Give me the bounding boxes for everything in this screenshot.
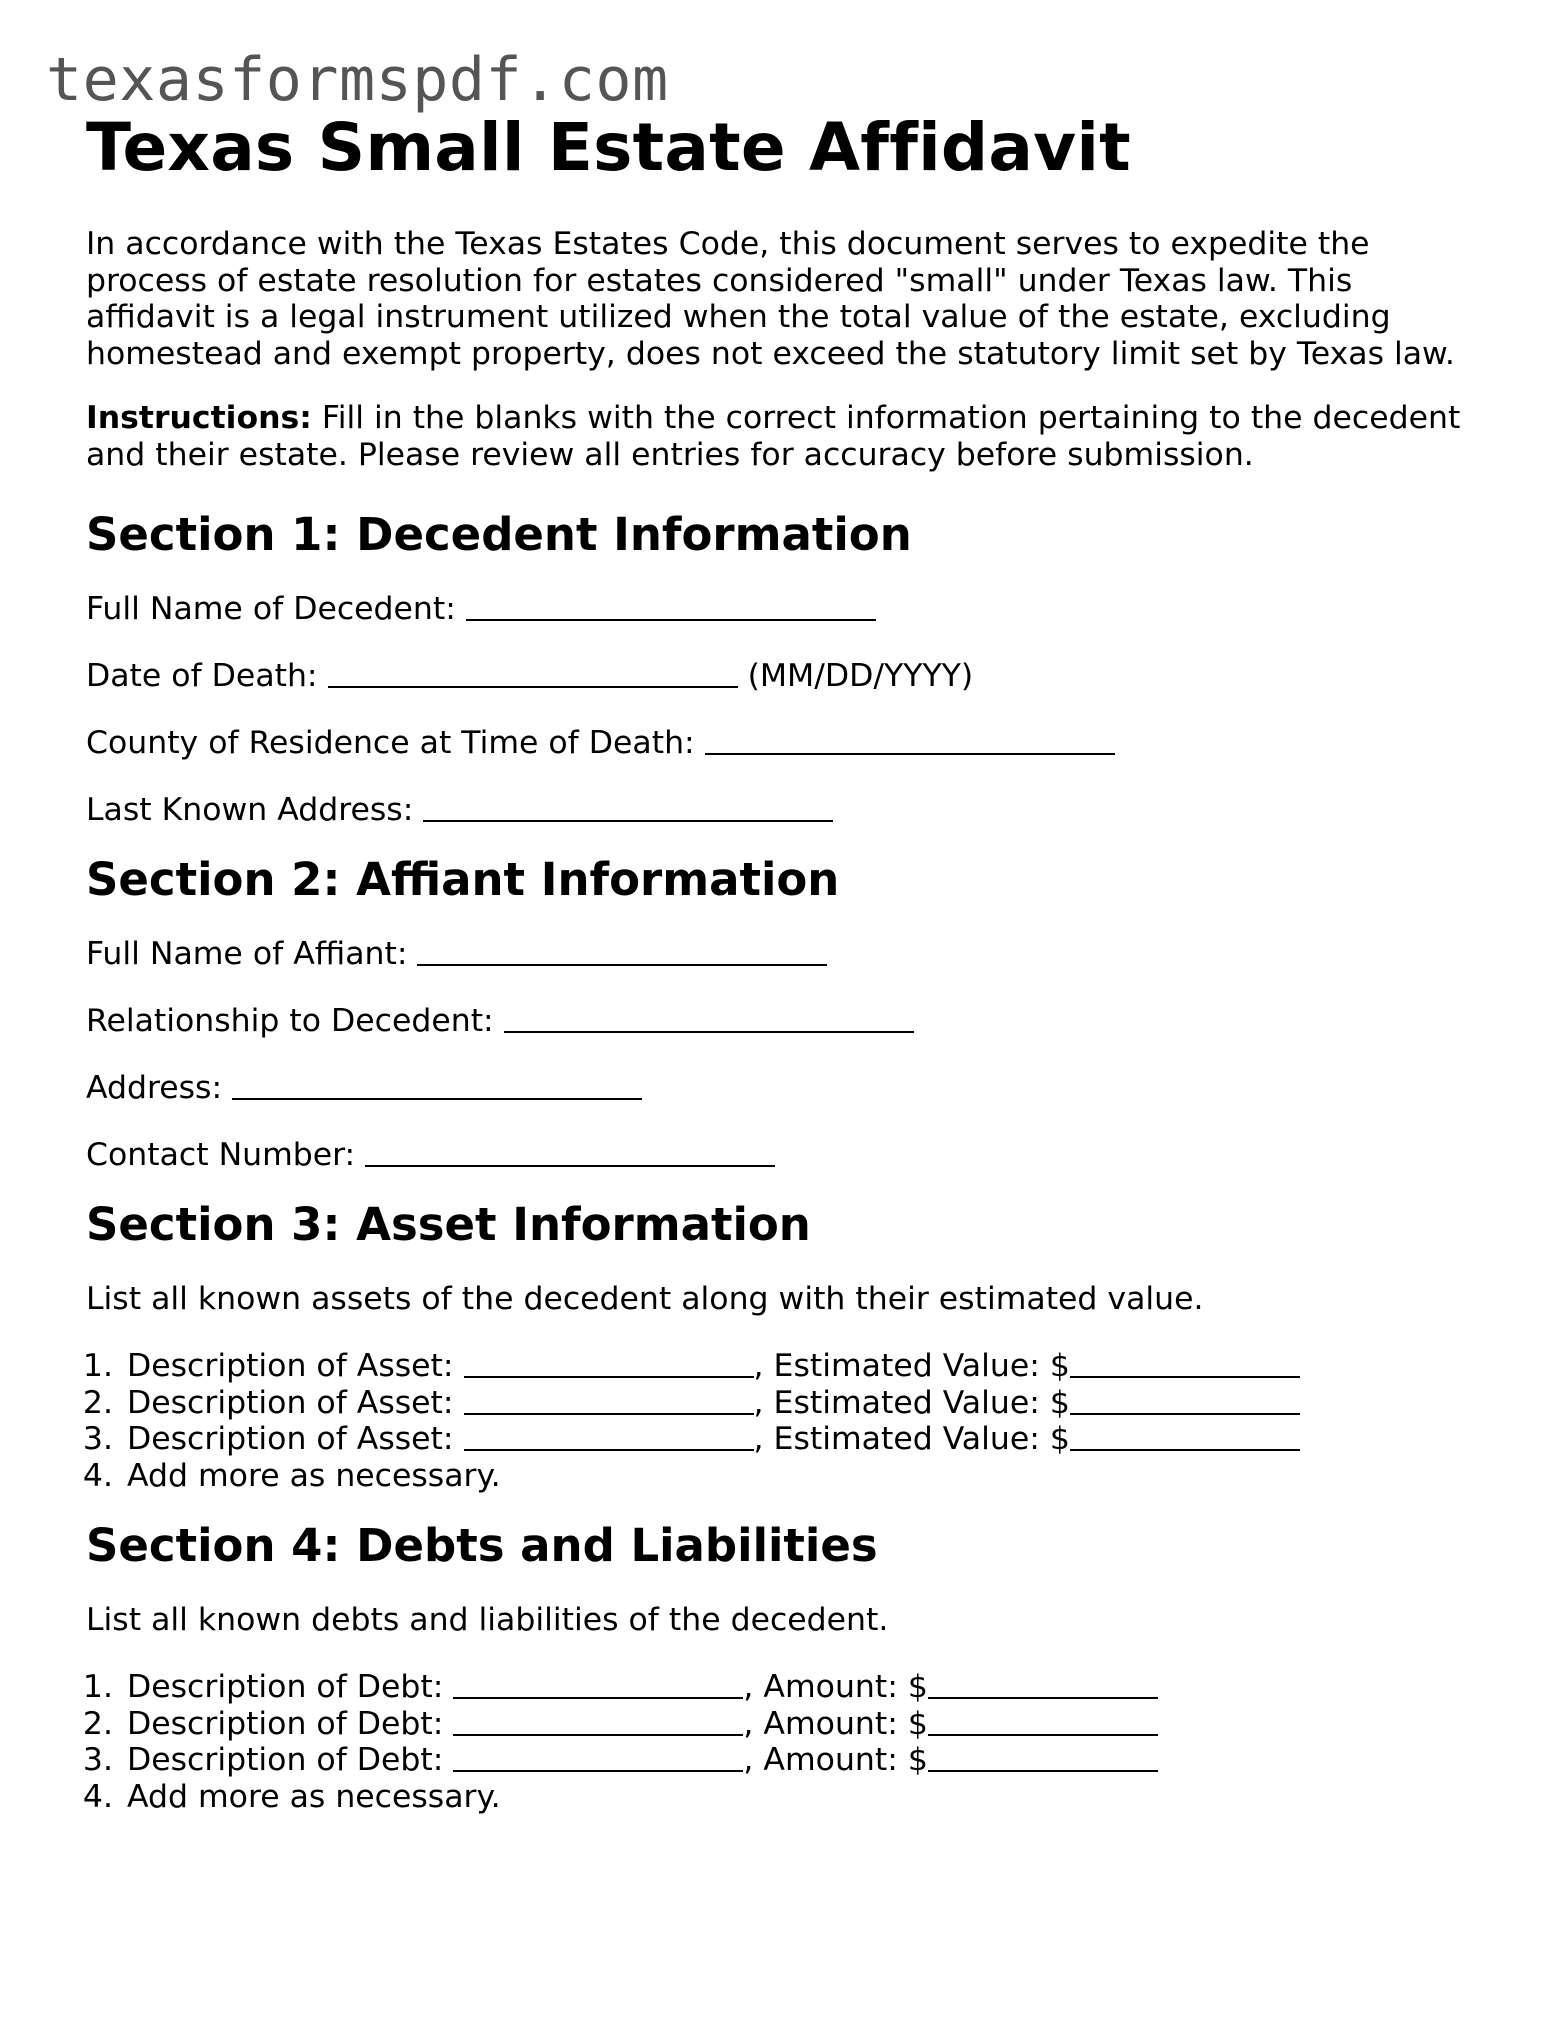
- list-item: 1. Description of Debt: , Amount: $: [123, 1669, 1486, 1706]
- field-label: Full Name of Decedent:: [86, 591, 456, 627]
- instructions-text: Fill in the blanks with the correct information pertaining to the decedent and their estate. Please review all entries for accuracy before submission.: [86, 400, 1461, 473]
- date-of-death-blank[interactable]: [328, 685, 738, 688]
- field-label: Relationship to Decedent:: [86, 1003, 494, 1039]
- field-label: Address:: [86, 1070, 223, 1106]
- list-item: 4. Add more as necessary.: [123, 1779, 1486, 1816]
- field-label: Contact Number:: [86, 1137, 356, 1173]
- decedent-name-blank[interactable]: [466, 618, 876, 621]
- asset-value-blank[interactable]: [1070, 1412, 1300, 1415]
- field-contact: [86, 1137, 1486, 1173]
- instructions-label: Instructions:: [86, 400, 312, 436]
- contact-blank[interactable]: [365, 1164, 775, 1167]
- debt-list: [86, 1669, 1486, 1815]
- section-1-heading: Section 1: Decedent Information: [86, 508, 912, 561]
- field-decedent-name: [86, 591, 1486, 627]
- field-label: Date of Death:: [86, 658, 318, 694]
- debt-amount-blank[interactable]: [928, 1733, 1158, 1736]
- field-county: [86, 725, 1486, 761]
- list-item: 3. Description of Debt: , Amount: $: [123, 1742, 1486, 1779]
- list-item: 2. Description of Debt: , Amount: $: [123, 1706, 1486, 1743]
- list-item: 1. Description of Asset: , Estimated Value: $: [123, 1348, 1486, 1385]
- section-2-heading: Section 2: Affiant Information: [86, 853, 840, 906]
- county-blank[interactable]: [705, 752, 1115, 755]
- debt-description-blank[interactable]: [453, 1769, 743, 1772]
- list-item: 2. Description of Asset: , Estimated Value: $: [123, 1385, 1486, 1422]
- field-label: County of Residence at Time of Death:: [86, 725, 695, 761]
- debt-amount-blank[interactable]: [928, 1769, 1158, 1772]
- field-last-address: [86, 792, 1486, 828]
- intro-paragraph: In accordance with the Texas Estates Code, this document serves to expedite the process of estate resolution for estates considered "small" under Texas law. This affidavit is a legal instrument utilized when the total value of the estate, excluding homestead and exempt property, does not exceed the statutory limit set by Texas law.: [86, 226, 1455, 372]
- page-title: Texas Small Estate Affidavit: [86, 109, 1131, 186]
- section-3-heading: Section 3: Asset Information: [86, 1198, 811, 1251]
- instructions-paragraph: [86, 400, 1486, 473]
- field-date-of-death: [86, 658, 1486, 694]
- field-affiant-name: [86, 936, 1486, 972]
- field-label: Full Name of Affiant:: [86, 936, 408, 972]
- debt-amount-blank[interactable]: [928, 1696, 1158, 1699]
- asset-description-blank[interactable]: [464, 1375, 754, 1378]
- asset-description-blank[interactable]: [464, 1412, 754, 1415]
- field-label: Last Known Address:: [86, 792, 414, 828]
- section-4-heading: Section 4: Debts and Liabilities: [86, 1519, 878, 1572]
- watermark: texasformspdf.com: [46, 45, 669, 115]
- list-item: 4. Add more as necessary.: [123, 1458, 1486, 1495]
- field-address: [86, 1070, 1486, 1106]
- date-format-hint: (MM/DD/YYYY): [747, 658, 974, 694]
- asset-description-blank[interactable]: [464, 1448, 754, 1451]
- document-page: [86, 108, 1486, 1815]
- asset-list: [86, 1348, 1486, 1494]
- debt-description-blank[interactable]: [453, 1733, 743, 1736]
- section-3-description: List all known assets of the decedent along with their estimated value.: [86, 1281, 1204, 1317]
- section-4-description: List all known debts and liabilities of the decedent.: [86, 1602, 889, 1638]
- debt-description-blank[interactable]: [453, 1696, 743, 1699]
- field-relationship: [86, 1003, 1486, 1039]
- last-address-blank[interactable]: [423, 819, 833, 822]
- list-item: 3. Description of Asset: , Estimated Value: $: [123, 1421, 1486, 1458]
- affiant-name-blank[interactable]: [417, 963, 827, 966]
- asset-value-blank[interactable]: [1070, 1375, 1300, 1378]
- relationship-blank[interactable]: [504, 1030, 914, 1033]
- asset-value-blank[interactable]: [1070, 1448, 1300, 1451]
- address-blank[interactable]: [232, 1097, 642, 1100]
